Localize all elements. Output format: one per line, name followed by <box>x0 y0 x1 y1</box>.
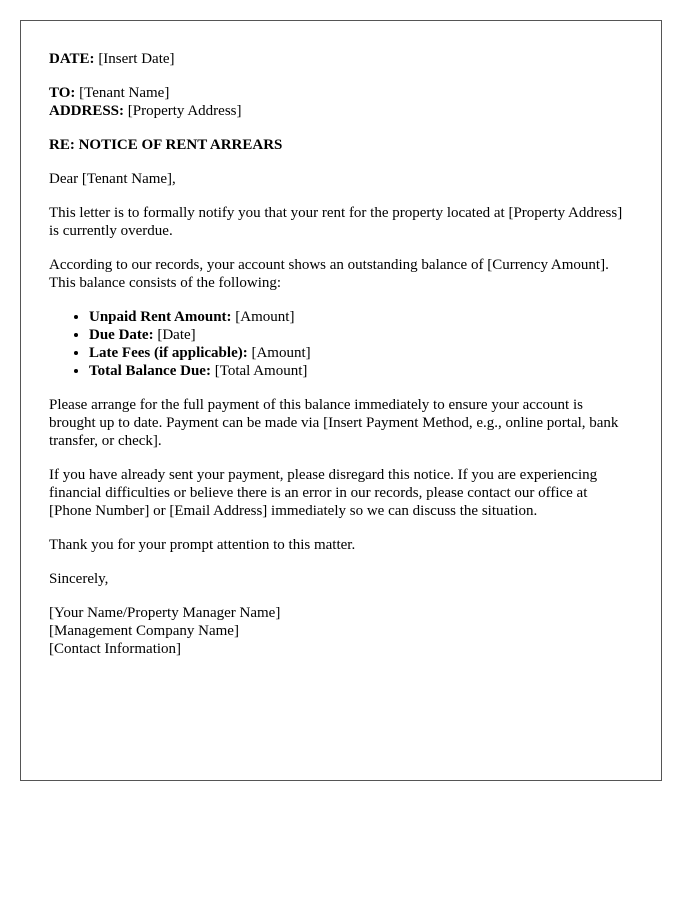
address-value: [Property Address] <box>127 103 242 119</box>
address-label: ADDRESS: <box>49 103 125 119</box>
list-item <box>89 362 633 380</box>
to-label: TO: <box>49 85 76 101</box>
recipient-block <box>49 84 633 120</box>
date-label: DATE: <box>49 51 95 67</box>
balance-item-value: [Amount] <box>235 309 295 325</box>
subject-line: RE: NOTICE OF RENT ARREARS <box>49 137 283 153</box>
balance-item-value: [Amount] <box>251 345 311 361</box>
balance-item-label: Late Fees (if applicable): <box>89 345 248 361</box>
signature-name: [Your Name/Property Manager Name] <box>49 605 281 621</box>
date-line <box>49 50 633 68</box>
to-value: [Tenant Name] <box>79 85 170 101</box>
balance-list <box>49 308 633 380</box>
signature-block <box>49 604 633 658</box>
salutation: Dear [Tenant Name], <box>49 171 176 187</box>
balance-item-label: Unpaid Rent Amount: <box>89 309 232 325</box>
paragraph-notice: This letter is to formally notify you that your rent for the property located at [Property Address] is currently overdue. <box>49 205 623 239</box>
balance-item-value: [Total Amount] <box>214 363 308 379</box>
paragraph-thanks: Thank you for your prompt attention to this matter. <box>49 537 356 553</box>
list-item <box>89 326 633 344</box>
paragraph-payment: Please arrange for the full payment of this balance immediately to ensure your account is brought up to date. Payment can be made via [Insert Payment Method, e.g., online portal, bank transfer, or check]. <box>49 397 619 449</box>
paragraph-contact: If you have already sent your payment, please disregard this notice. If you are experiencing financial difficulties or believe there is an error in our records, please contact our office at [Phone Number] or [Email Address] immediately so we can discuss the situation. <box>49 467 598 519</box>
date-value: [Insert Date] <box>98 51 175 67</box>
signature-contact: [Contact Information] <box>49 641 182 657</box>
letter-document <box>20 20 662 781</box>
balance-item-value: [Date] <box>157 327 196 343</box>
balance-item-label: Due Date: <box>89 327 154 343</box>
signoff: Sincerely, <box>49 571 109 587</box>
signature-company: [Management Company Name] <box>49 623 239 639</box>
list-item <box>89 308 633 326</box>
paragraph-balance: According to our records, your account shows an outstanding balance of [Currency Amount]. This balance consists of the following: <box>49 257 609 291</box>
balance-item-label: Total Balance Due: <box>89 363 211 379</box>
list-item <box>89 344 633 362</box>
